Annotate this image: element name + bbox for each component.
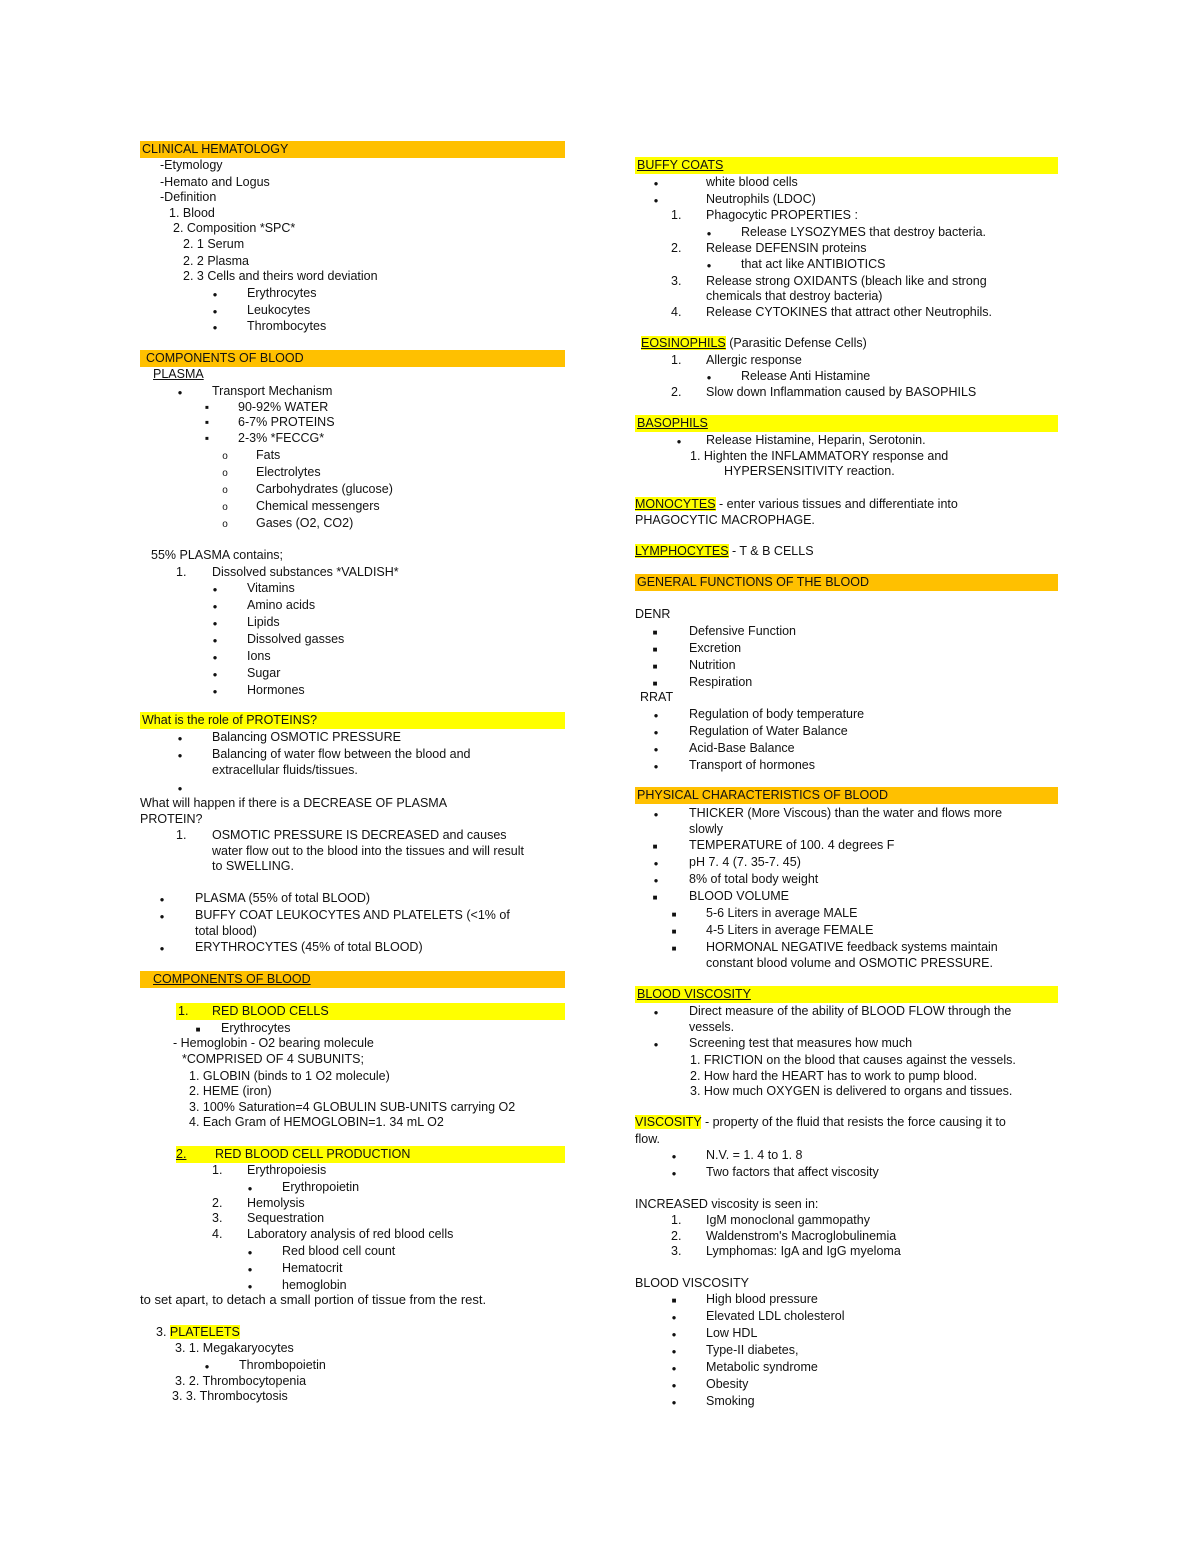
rbc-heading: 1. RED BLOOD CELLS (176, 1003, 565, 1020)
bullet-icon (172, 746, 188, 764)
platelet-item: 3. 3. Thrombocytosis (172, 1389, 288, 1403)
square-bullet-icon (199, 399, 215, 415)
hemato-item: -Hemato and Logus (160, 175, 270, 189)
list-item-continued: constant blood volume and OSMOTIC PRESSURE. (706, 956, 993, 970)
list-item-continued: slowly (689, 822, 724, 836)
components-of-blood-heading: COMPONENTS OF BLOOD (140, 350, 565, 367)
bullet-icon (172, 383, 188, 401)
clinical-hematology-heading: CLINICAL HEMATOLOGY (140, 141, 565, 158)
circle-bullet-icon (217, 464, 233, 482)
bullet-icon (666, 905, 682, 923)
bullet-icon (666, 1342, 682, 1360)
bullet-icon (647, 640, 663, 658)
hemoglobin-line: - Hemoglobin - O2 bearing molecule (173, 1036, 374, 1050)
circle-bullet-icon (217, 515, 233, 533)
bullet-icon (154, 907, 170, 925)
bullet-icon (207, 682, 223, 700)
decrease-question-continued: PROTEIN? (140, 812, 203, 826)
bullet-icon (666, 939, 682, 957)
etymology-item: -Etymology (160, 158, 223, 172)
increased-viscosity-line: INCREASED viscosity is seen in: (635, 1197, 819, 1211)
plasma-item: 2. 2 Plasma (183, 254, 250, 268)
proteins-role-heading: What is the role of PROTEINS? (140, 712, 565, 729)
subunit-item: 4. Each Gram of HEMOGLOBIN=1. 34 mL O2 (189, 1115, 444, 1129)
serum-item: 2. 1 Serum (183, 237, 245, 251)
physical-characteristics-heading: PHYSICAL CHARACTERISTICS OF BLOOD (635, 787, 1058, 804)
bullet-icon (666, 922, 682, 940)
platelet-item: 3. 2. Thrombocytopenia (175, 1374, 307, 1388)
monocytes-line-continued: PHAGOCYTIC MACROPHAGE. (635, 513, 815, 527)
components-of-blood-heading-2: COMPONENTS OF BLOOD (140, 971, 565, 988)
bullet-icon (647, 888, 663, 906)
circle-bullet-icon (217, 481, 233, 499)
list-item-continued: vessels. (689, 1020, 735, 1034)
monocytes-line: MONOCYTES - enter various tissues and differentiate into (635, 497, 958, 511)
bullet-icon (666, 1147, 682, 1165)
subunit-item: 3. 100% Saturation=4 GLOBULIN SUB-UNITS carrying O2 (189, 1100, 516, 1114)
bullet-icon (666, 1325, 682, 1343)
bullet-icon (648, 854, 664, 872)
bullet-icon (648, 706, 664, 724)
bullet-icon (648, 723, 664, 741)
blood-item: 1. Blood (169, 206, 215, 220)
composition-item: 2. Composition *SPC* (173, 221, 296, 235)
bullet-icon (648, 871, 664, 889)
bullet-icon (648, 191, 664, 209)
list-item-continued: total blood) (195, 924, 257, 938)
bullet-icon (648, 174, 664, 192)
bullet-icon (154, 939, 170, 957)
square-bullet-icon (199, 414, 215, 430)
bullet-icon (666, 1308, 682, 1326)
bullet-icon (207, 597, 223, 615)
rrat-label: RRAT (640, 690, 674, 704)
viscosity-factor: 1. FRICTION on the blood that causes against the vessels. (690, 1053, 1016, 1067)
circle-bullet-icon (217, 498, 233, 516)
basophils-heading: BASOPHILS (635, 415, 1058, 432)
subunit-item: 1. GLOBIN (binds to 1 O2 molecule) (189, 1069, 390, 1083)
bullet-icon (666, 1359, 682, 1377)
general-functions-heading: GENERAL FUNCTIONS OF THE BLOOD (635, 574, 1058, 591)
bullet-icon (648, 757, 664, 775)
blood-viscosity-label: BLOOD VISCOSITY (635, 1276, 749, 1290)
bullet-icon (648, 740, 664, 758)
viscosity-factor: 2. How hard the HEART has to work to pump blood. (690, 1069, 978, 1083)
definition-item: -Definition (160, 190, 217, 204)
cells-item: 2. 3 Cells and theirs word deviation (183, 269, 378, 283)
viscosity-factor: 3. How much OXYGEN is delivered to organs and tissues. (690, 1084, 1013, 1098)
subunit-item: 2. HEME (iron) (189, 1084, 272, 1098)
viscosity-definition-continued: flow. (635, 1132, 661, 1146)
viscosity-definition: VISCOSITY - property of the fluid that resists the force causing it to (635, 1115, 1006, 1129)
bullet-icon (242, 1243, 258, 1261)
bullet-icon (671, 432, 687, 450)
buffy-coats-heading: BUFFY COATS (635, 157, 1058, 174)
platelets-heading: 3. PLATELETS (156, 1325, 240, 1339)
bullet-icon (242, 1260, 258, 1278)
plasma-subheading: PLASMA (153, 367, 204, 381)
bullet-icon (207, 285, 223, 303)
rbc-production-heading: 2. RED BLOOD CELL PRODUCTION (176, 1146, 565, 1163)
bullet-icon (666, 1291, 682, 1309)
bullet-icon (207, 614, 223, 632)
square-bullet-icon (199, 430, 215, 446)
bullet-icon (154, 890, 170, 908)
bullet-icon (701, 256, 717, 274)
bullet-icon (666, 1164, 682, 1182)
denr-label: DENR (635, 607, 671, 621)
bullet-icon (207, 318, 223, 336)
list-item-continued: extracellular fluids/tissues. (212, 763, 358, 777)
bullet-icon (647, 623, 663, 641)
eosinophils-heading: EOSINOPHILS (Parasitic Defense Cells) (641, 336, 867, 350)
bullet-icon (647, 657, 663, 675)
plasma-contains: 55% PLASMA contains; (151, 548, 284, 562)
bullet-icon (648, 805, 664, 823)
list-item-continued: to SWELLING. (212, 859, 294, 873)
list-item-continued: chemicals that destroy bacteria) (706, 289, 883, 303)
list-item-continued: water flow out to the blood into the tissues and will result (212, 844, 524, 858)
bullet-icon (207, 648, 223, 666)
bullet-icon (207, 665, 223, 683)
circle-bullet-icon (217, 447, 233, 465)
bullet-icon (207, 631, 223, 649)
blood-viscosity-heading: BLOOD VISCOSITY (635, 986, 1058, 1003)
bullet-icon (647, 837, 663, 855)
bullet-icon (207, 580, 223, 598)
basophil-item: 1. Highten the INFLAMMATORY response and (690, 449, 949, 463)
bullet-icon (648, 1035, 664, 1053)
decrease-question: What will happen if there is a DECREASE OF PLASMA (140, 796, 448, 810)
bullet-icon (172, 729, 188, 747)
subunits-line: *COMPRISED OF 4 SUBUNITS; (182, 1052, 364, 1066)
platelet-item: 3. 1. Megakaryocytes (175, 1341, 294, 1355)
set-apart-line: to set apart, to detach a small portion of tissue from the rest. (140, 1292, 487, 1307)
lymphocytes-line: LYMPHOCYTES - T & B CELLS (635, 544, 814, 558)
bullet-icon (666, 1393, 682, 1411)
bullet-icon (666, 1376, 682, 1394)
bullet-icon (648, 1003, 664, 1021)
list-item-continued: HYPERSENSITIVITY reaction. (724, 464, 895, 478)
